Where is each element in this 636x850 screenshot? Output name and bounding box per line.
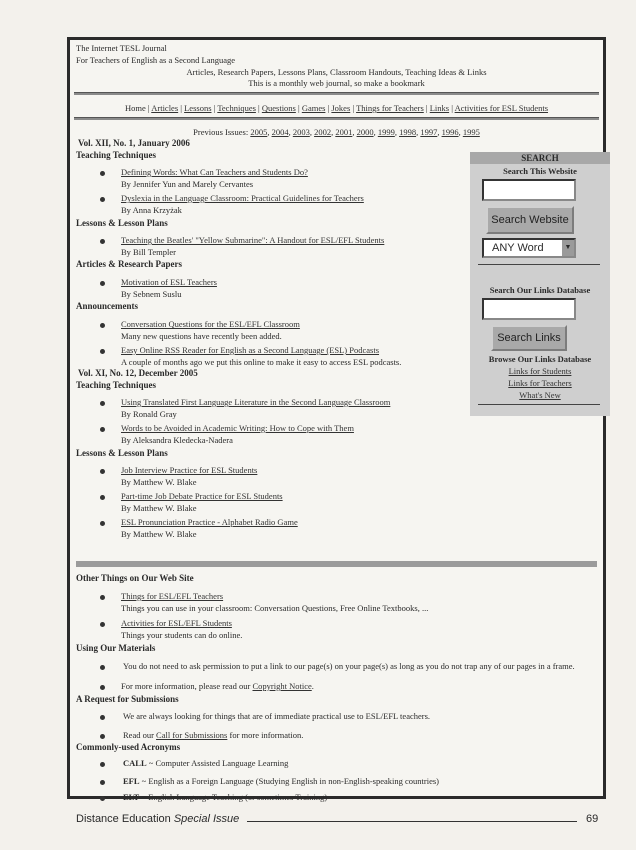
article-byline: By Aleksandra Kledecka-Nadera bbox=[121, 435, 233, 445]
bullet-icon bbox=[100, 401, 105, 406]
bullet-icon bbox=[100, 427, 105, 432]
bullet-icon bbox=[100, 171, 105, 176]
materials-info-text: For more information, please read our bbox=[121, 681, 253, 691]
issue-title: Vol. XI, No. 12, December 2005 bbox=[78, 368, 198, 378]
issue-year-link[interactable]: 2002 bbox=[314, 127, 332, 137]
chevron-down-icon[interactable]: ▼ bbox=[562, 240, 574, 256]
article-byline: By Matthew W. Blake bbox=[121, 529, 197, 539]
issue-year-link[interactable]: 2003 bbox=[292, 127, 310, 137]
things-for-teachers-link[interactable]: Things for ESL/EFL Teachers bbox=[121, 591, 224, 601]
article-link[interactable]: Words to be Avoided in Academic Writing: How to Cope with Them bbox=[121, 423, 354, 433]
section-heading: Using Our Materials bbox=[76, 643, 156, 653]
bullet-icon bbox=[100, 323, 105, 328]
whats-new-link[interactable]: What's New bbox=[519, 390, 561, 400]
submissions-info-end: for more information. bbox=[227, 730, 304, 740]
bullet-icon bbox=[100, 796, 105, 801]
article-link[interactable]: Dyslexia in the Language Classroom: Practical Guidelines for Teachers bbox=[121, 193, 364, 203]
bullet-icon bbox=[100, 780, 105, 785]
match-mode-select[interactable] bbox=[482, 238, 576, 258]
bullet-icon bbox=[100, 349, 105, 354]
sidebar-divider bbox=[478, 264, 600, 265]
call-for-submissions-link[interactable]: Call for Submissions bbox=[156, 730, 228, 740]
issue-year-link[interactable]: 2005 bbox=[250, 127, 268, 137]
bullet-icon bbox=[100, 622, 105, 627]
site-subtitle: For Teachers of English as a Second Language bbox=[76, 55, 236, 65]
article-link[interactable]: ESL Pronunciation Practice - Alphabet Radio Game bbox=[121, 517, 298, 527]
article-byline: By Matthew W. Blake bbox=[121, 477, 197, 487]
announcement-link[interactable]: Conversation Questions for the ESL/EFL Classroom bbox=[121, 319, 300, 329]
search-website-button[interactable]: Search Website bbox=[486, 206, 574, 234]
links-for-students-link[interactable]: Links for Students bbox=[508, 366, 572, 376]
tagline: Articles, Research Papers, Lessons Plans, Classroom Handouts, Teaching Ideas & Links bbox=[186, 67, 487, 77]
article-link[interactable]: Defining Words: What Can Teachers and Students Do? bbox=[121, 167, 308, 177]
nav-divider bbox=[74, 117, 599, 120]
item-description: Things you can use in your classroom: Conversation Questions, Free Online Textbooks, ... bbox=[121, 603, 429, 613]
acronym-item bbox=[123, 776, 439, 786]
section-heading: Articles & Research Papers bbox=[76, 259, 183, 269]
nav-home[interactable]: Home bbox=[124, 103, 146, 113]
bullet-icon bbox=[100, 762, 105, 767]
acronym-definition: Computer Assisted Language Learning bbox=[155, 758, 289, 768]
materials-info-end: . bbox=[311, 681, 314, 691]
acronym-separator: = bbox=[139, 792, 149, 802]
bullet-icon bbox=[100, 521, 105, 526]
bullet-icon bbox=[100, 239, 105, 244]
bullet-icon bbox=[100, 595, 105, 600]
materials-info-line bbox=[121, 681, 314, 691]
bullet-icon bbox=[100, 665, 105, 670]
issue-year-link[interactable]: 1996 bbox=[441, 127, 459, 137]
article-link[interactable]: Job Interview Practice for ESL Students bbox=[121, 465, 258, 475]
nav-games[interactable]: Games bbox=[301, 103, 326, 113]
acronym-separator: ~ bbox=[139, 776, 149, 786]
acronym-term: EFL bbox=[123, 776, 140, 786]
bullet-icon bbox=[100, 495, 105, 500]
article-byline: By Sebnem Suslu bbox=[121, 289, 182, 299]
search-site-label: Search This Website bbox=[503, 166, 577, 176]
links-for-teachers-link[interactable]: Links for Teachers bbox=[508, 378, 572, 388]
section-heading: Lessons & Lesson Plans bbox=[76, 448, 168, 458]
article-link[interactable]: Using Translated First Language Literature in the Second Language Classroom bbox=[121, 397, 391, 407]
sidebar-divider bbox=[478, 404, 600, 405]
submissions-info-text: Read our bbox=[123, 730, 157, 740]
announcement-link[interactable]: Easy Online RSS Reader for English as a Second Language (ESL) Podcasts bbox=[121, 345, 380, 355]
article-link[interactable]: Teaching the Beatles' "Yellow Submarine": A Handout for ESL/EFL Students bbox=[121, 235, 385, 245]
previous-issues: Previous Issues: 2005, 2004, 2003, 2002, 2001, 2000, 1999, 1998, 1997, 1996, 1995 bbox=[193, 127, 480, 137]
match-mode-value: ANY Word bbox=[492, 242, 544, 254]
bullet-icon bbox=[100, 715, 105, 720]
bullet-icon bbox=[100, 469, 105, 474]
publication-name: Distance Education bbox=[76, 813, 174, 825]
page-number: 69 bbox=[586, 813, 599, 825]
article-byline: By Jennifer Yun and Marely Cervantes bbox=[121, 179, 254, 189]
article-byline: By Bill Templer bbox=[121, 247, 176, 257]
announcement-description: A couple of months ago we put this online to make it easy to access ESL podcasts. bbox=[121, 357, 402, 367]
section-heading: Teaching Techniques bbox=[76, 150, 156, 160]
nav-questions[interactable]: Questions bbox=[261, 103, 296, 113]
submissions-text: We are always looking for things that are of immediate practical use to ESL/EFL teachers. bbox=[123, 711, 431, 721]
issue-year-link[interactable]: 2001 bbox=[335, 127, 353, 137]
nav-things-for-teachers[interactable]: Things for Teachers bbox=[356, 103, 424, 113]
submissions-info-line bbox=[123, 730, 303, 740]
activities-for-students-link[interactable]: Activities for ESL/EFL Students bbox=[121, 618, 232, 628]
search-links-input[interactable] bbox=[482, 298, 576, 320]
nav-activities-for-esl-students[interactable]: Activities for ESL Students bbox=[454, 103, 549, 113]
section-divider-band bbox=[76, 561, 597, 567]
acronym-definition: English Language Teaching (or sometimes Training) bbox=[148, 792, 328, 802]
article-byline: By Ronald Gray bbox=[121, 409, 177, 419]
bullet-icon bbox=[100, 685, 105, 690]
issue-year-link[interactable]: 1998 bbox=[399, 127, 417, 137]
article-link[interactable]: Motivation of ESL Teachers bbox=[121, 277, 217, 287]
search-links-button[interactable]: Search Links bbox=[491, 325, 567, 351]
page-footer-publication bbox=[76, 813, 239, 825]
acronym-term: ELT bbox=[123, 792, 140, 802]
acronym-item bbox=[123, 758, 288, 768]
nav-links[interactable]: Links bbox=[429, 103, 450, 113]
search-site-input[interactable] bbox=[482, 179, 576, 201]
header-divider bbox=[74, 92, 599, 95]
bullet-icon bbox=[100, 197, 105, 202]
article-byline: By Matthew W. Blake bbox=[121, 503, 197, 513]
nav-techniques[interactable]: Techniques bbox=[217, 103, 256, 113]
site-title: The Internet TESL Journal bbox=[76, 43, 167, 53]
nav-jokes[interactable]: Jokes bbox=[331, 103, 351, 113]
materials-permission-text: You do not need to ask permission to put a link to our page(s) on your page(s) as long as you do not trap any of our pages in a frame. bbox=[123, 661, 575, 671]
previous-issues-label: Previous Issues: bbox=[193, 127, 249, 137]
browse-links-label: Browse Our Links Database bbox=[488, 354, 592, 364]
section-heading: A Request for Submissions bbox=[76, 694, 179, 704]
issue-year-link[interactable]: 1999 bbox=[377, 127, 395, 137]
publication-issue: Special Issue bbox=[173, 813, 240, 825]
copyright-notice-link[interactable]: Copyright Notice bbox=[252, 681, 312, 691]
search-links-label: Search Our Links Database bbox=[489, 285, 591, 295]
nav-articles[interactable]: Articles bbox=[151, 103, 179, 113]
article-byline: By Anna Krzyżak bbox=[121, 205, 182, 215]
section-heading: Commonly-used Acronyms bbox=[76, 742, 181, 752]
footer-rule bbox=[247, 821, 577, 822]
bullet-icon bbox=[100, 281, 105, 286]
acronym-definition: English as a Foreign Language (Studying English in non-English-speaking countries) bbox=[148, 776, 439, 786]
monthly-note: This is a monthly web journal, so make a bookmark bbox=[248, 78, 425, 88]
search-heading: SEARCH bbox=[470, 152, 610, 164]
issue-year-link[interactable]: 2004 bbox=[271, 127, 289, 137]
acronym-term: CALL bbox=[123, 758, 147, 768]
bullet-icon bbox=[100, 734, 105, 739]
issue-year-link[interactable]: 1997 bbox=[420, 127, 438, 137]
acronym-item bbox=[123, 792, 327, 802]
item-description: Things your students can do online. bbox=[121, 630, 243, 640]
issue-year-link[interactable]: 1995 bbox=[462, 127, 480, 137]
acronym-separator: ~ bbox=[146, 758, 156, 768]
search-sidebar bbox=[470, 152, 610, 416]
section-heading: Other Things on Our Web Site bbox=[76, 573, 194, 583]
nav-lessons[interactable]: Lessons bbox=[184, 103, 212, 113]
article-link[interactable]: Part-time Job Debate Practice for ESL Students bbox=[121, 491, 283, 501]
journal-page-frame bbox=[67, 37, 606, 802]
issue-title: Vol. XII, No. 1, January 2006 bbox=[78, 138, 190, 148]
issue-year-link[interactable]: 2000 bbox=[356, 127, 374, 137]
section-heading: Lessons & Lesson Plans bbox=[76, 218, 168, 228]
main-nav: Home | Articles | Lessons | Techniques | Questions | Games | Jokes | Things for Teachers | Links | Activities for ESL Students bbox=[124, 103, 549, 113]
section-heading: Teaching Techniques bbox=[76, 380, 156, 390]
announcement-description: Many new questions have recently been added. bbox=[121, 331, 282, 341]
section-heading: Announcements bbox=[76, 301, 139, 311]
